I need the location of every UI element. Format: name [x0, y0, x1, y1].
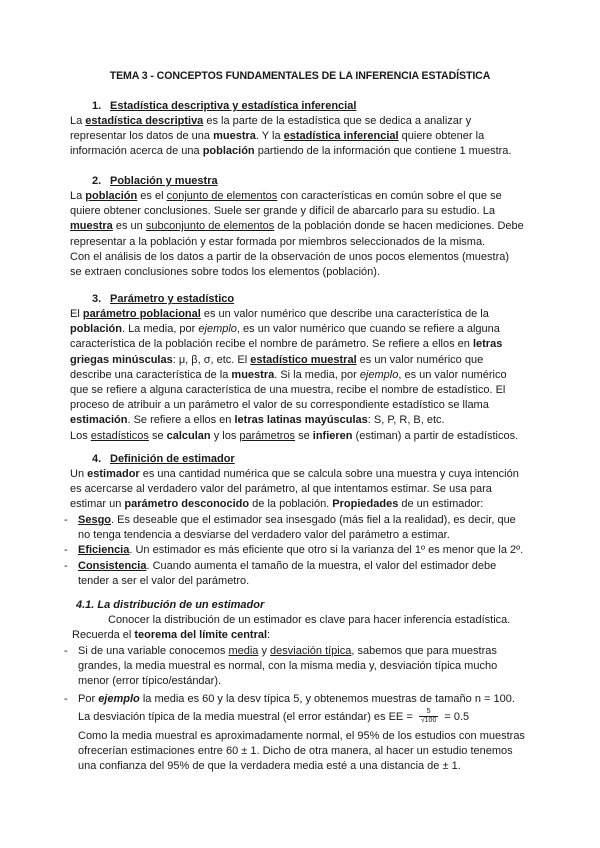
list-item: - Sesgo. Es deseable que el estimador sea insesgado (más fiel a la realidad), es decir, que: [64, 514, 516, 526]
section-title: Definición de estimador: [110, 453, 235, 465]
section-4-body: Un estimador es una cantidad numérica que se calcula sobre una muestra y cuya intención es acercarse al verdadero valor del parámetro, al que intentamos estimar. Se usa para estimar un parámetro desconocido de la población. Propiedades de un estimador:: [70, 468, 519, 511]
section-4-heading: [92, 453, 235, 465]
term-estadistica-descriptiva: estadística descriptiva: [85, 115, 204, 127]
page-title: TEMA 3 - CONCEPTOS FUNDAMENTALES DE LA INFERENCIA ESTADÍSTICA: [109, 70, 491, 82]
subsection-4-1-heading: 4.1. La distribución de un estimador: [76, 599, 265, 611]
section-2-heading: [92, 175, 218, 187]
section-3-body: El parámetro poblacional es un valor numérico que describe una característica de la población. La media, por ejemplo, es un valor numérico que cuando se refiere a alguna característica de la población recibe el nombre de parámetro. Se refiere a ellos en letras griegas minúsculas: μ, β, σ, etc. El estadístico muestral es un valor numérico que describe una característica de la muestra. Si la media, por ejemplo, es un valor numérico que se refiere a alguna característica de una muestra, recibe el nombre de estadístico. El proceso de atribuir a un parámetro el valor de su correspondiente estadístico se llama estimación. Se refiere a ellos en letras latinas mayúsculas: S, P, R, B, etc. Los estadísticos se calculan y los parámetros se infieren (estiman) a partir de estadísticos.: [70, 308, 519, 442]
list-item: - Consistencia. Cuando aumenta el tamaño de la muestra, el valor del estimador debe: [64, 559, 497, 572]
equation-line: La desviación típica de la media muestral (el error estándar) es EE = $\frac{5}{√100}$ = 0.5: [78, 708, 470, 725]
list-item: - Por ejemplo la media es 60 y la desv típica 5, y obtenemos muestras de tamaño n = 100.: [64, 692, 515, 705]
section-title: Parámetro y estadístico: [110, 293, 235, 305]
section-number: 4.: [92, 453, 102, 465]
subsection-4-1-body: Conocer la distribución de un estimador es clave para hacer inferencia estadística. Recuerda el teorema del límite central:: [72, 614, 511, 642]
section-1-heading: [92, 100, 356, 112]
fraction: $\frac{5}{√100}$: [420, 708, 437, 725]
properties-list: - Sesgo. Es deseable que el estimador sea insesgado (más fiel a la realidad), es decir, que no tenga tendencia a desviarse del verdadero valor del parámetro a estimar. - Eficiencia. Un estimador es más eficiente que otro si la varianza del 1º es menor que la 2º. - Consistencia. Cuando aumenta el tamaño de la muestra, el valor del estimador debe tender a ser el valor del parámetro.: [64, 514, 524, 587]
list-item: - Eficiencia. Un estimador es más eficiente que otro si la varianza del 1º es menor que la 2º.: [64, 544, 524, 557]
list-item: - Si de una variable conocemos media y desviación típica, sabemos que para muestras: [64, 645, 497, 657]
section-3-heading: [92, 293, 234, 305]
section-number: 2.: [92, 175, 102, 187]
section-2-body: La población es el conjunto de elementos con características en común sobre el que se quiere obtener conclusiones. Suele ser grande y difícil de abarcarlo para su estudio. La muestra es un subconjunto de elementos de la población donde se hacen mediciones. Debe representar a la población y estar formada por miembros seleccionados de la misma. Con el análisis de los datos a partir de la observación de unos pocos elementos (muestra) se extraen conclusiones sobre todos los elementos (población).: [70, 190, 524, 278]
section-number: 3.: [92, 293, 102, 305]
section-title: Estadística descriptiva y estadística inferencial: [110, 100, 357, 112]
tlc-list: - Si de una variable conocemos media y desviación típica, sabemos que para muestras grandes, la media muestral es normal, con la misma media y, desviación típica mucho menor (error típico/estándar). - Por ejemplo la media es 60 y la desv típica 5, y obtenemos muestras de tamaño n = 100. La desviación típica de la media muestral (el error estándar) es EE = $\frac{5}{√100}$ = 0.5 Como la media muestral es aproximadamente normal, el 95% de los estudios con muestras ofrecerían estimaciones entre 60 ± 1. Dicho de otra manera, al hacer un estudio tenemos una confianza del 95% de que la verdadera media esté a una distancia de ± 1.: [64, 645, 525, 773]
section-title: Población y muestra: [110, 175, 218, 187]
term-estadistica-inferencial: estadística inferencial: [283, 130, 399, 143]
section-1-body: La estadística descriptiva es la parte de la estadística que se dedica a analizar y representar los datos de una muestra. Y la estadística inferencial quiere obtener la información acerca de una población partiendo de la información que contiene 1 muestra.: [70, 115, 512, 158]
section-number: 1.: [92, 100, 102, 112]
